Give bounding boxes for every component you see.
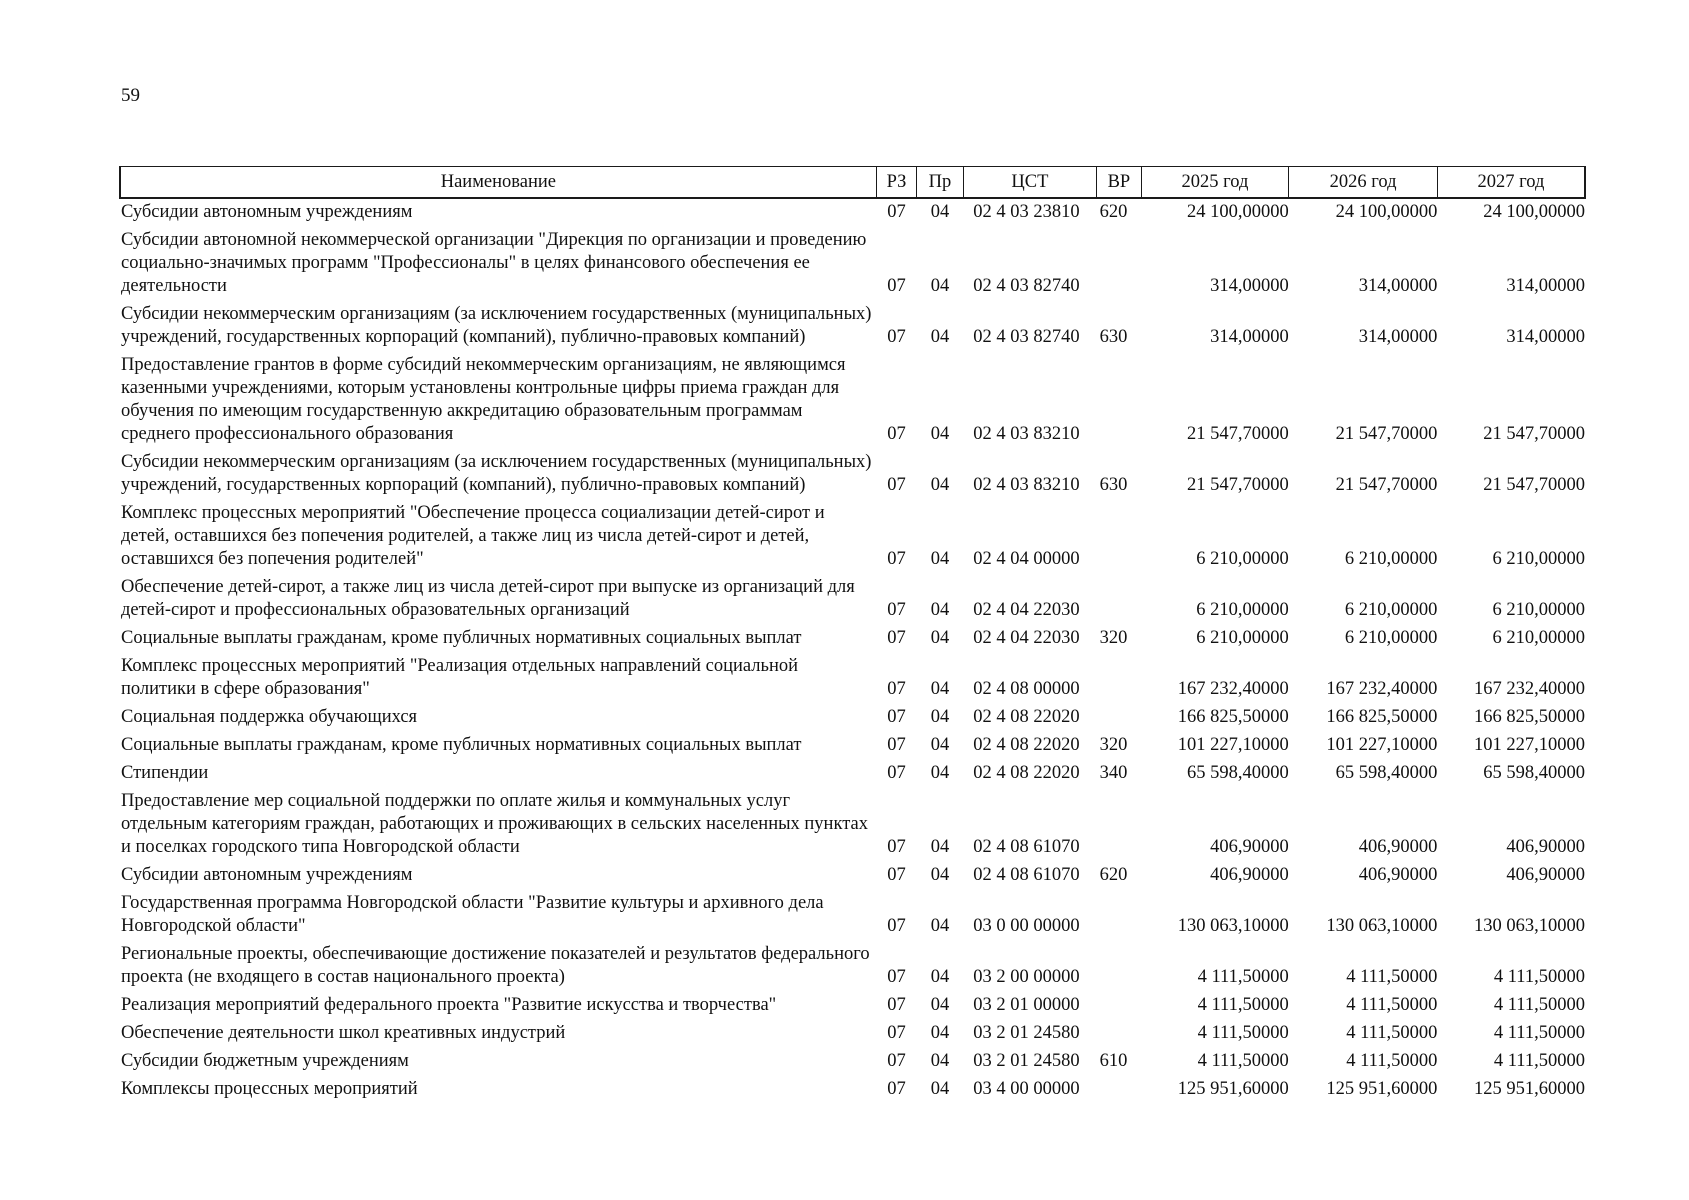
cell-2025: 6 210,00000	[1196, 549, 1289, 569]
cell-vr	[1097, 352, 1141, 449]
cell-2027: 21 547,70000	[1483, 475, 1585, 495]
cell-2025: 167 232,40000	[1177, 679, 1289, 699]
cell-vr: 620	[1099, 865, 1128, 885]
cell-2025: 21 547,70000	[1186, 424, 1289, 444]
cell-name: Государственная программа Новгородской области "Развитие культуры и архивного дела Новгородской области"	[121, 893, 824, 936]
table-row	[120, 760, 1585, 788]
cell-name: Субсидии бюджетным учреждениям	[121, 1051, 409, 1071]
cell-2026: 314,00000	[1358, 327, 1438, 347]
cell-vr	[1097, 500, 1141, 574]
cell-rz: 07	[887, 865, 906, 885]
cell-2026: 167 232,40000	[1326, 679, 1438, 699]
cell-name: Предоставление мер социальной поддержки по оплате жилья и коммунальных услуг отдельным категориям граждан, работающих и проживающих в сельских населенных пунктах и поселках городского типа Новгородской области	[121, 791, 868, 857]
cell-2025: 4 111,50000	[1197, 995, 1289, 1015]
header-pr: Пр	[917, 167, 964, 199]
cell-cst: 03 0 00 00000	[973, 916, 1080, 936]
cell-rz: 07	[887, 424, 906, 444]
cell-cst: 02 4 08 61070	[973, 837, 1080, 857]
cell-2027: 6 210,00000	[1492, 549, 1585, 569]
cell-2025: 4 111,50000	[1197, 1051, 1289, 1071]
table-row	[120, 732, 1585, 760]
cell-vr: 610	[1099, 1051, 1128, 1071]
cell-2026: 24 100,00000	[1335, 202, 1438, 222]
cell-pr: 04	[930, 916, 950, 936]
cell-rz: 07	[887, 549, 906, 569]
cell-2027: 101 227,10000	[1474, 735, 1585, 755]
cell-2027: 21 547,70000	[1483, 424, 1585, 444]
cell-cst: 03 2 01 00000	[973, 995, 1080, 1015]
cell-rz: 07	[887, 707, 906, 727]
cell-2027: 6 210,00000	[1492, 628, 1585, 648]
table-row	[120, 574, 1585, 625]
cell-rz: 07	[887, 837, 906, 857]
cell-rz: 07	[887, 967, 906, 987]
table-row	[120, 227, 1585, 301]
cell-cst: 02 4 03 82740	[973, 276, 1080, 296]
cell-2026: 4 111,50000	[1346, 1051, 1438, 1071]
table-header	[120, 167, 1585, 199]
cell-cst: 02 4 03 82740	[973, 327, 1080, 347]
table-row	[120, 198, 1585, 227]
cell-name: Региональные проекты, обеспечивающие достижение показателей и результатов федерального проекта (не входящего в состав национального проекта)	[121, 944, 870, 987]
cell-vr: 320	[1099, 628, 1128, 648]
cell-cst: 03 2 01 24580	[973, 1051, 1080, 1071]
table-row	[120, 862, 1585, 890]
cell-vr: 630	[1099, 475, 1128, 495]
cell-name: Комплекс процессных мероприятий "Обеспечение процесса социализации детей-сирот и детей, оставшихся без попечения родителей, а также лиц из числа детей-сирот и детей, оставшихся без попечения родителей"	[121, 503, 825, 569]
cell-name: Комплексы процессных мероприятий	[121, 1079, 418, 1099]
cell-cst: 02 4 03 83210	[973, 424, 1080, 444]
cell-cst: 02 4 04 00000	[973, 549, 1080, 569]
cell-rz: 07	[887, 276, 906, 296]
cell-2025: 406,90000	[1210, 837, 1289, 857]
cell-2025: 314,00000	[1210, 276, 1289, 296]
cell-2026: 21 547,70000	[1335, 424, 1438, 444]
cell-vr	[1097, 890, 1141, 941]
cell-pr: 04	[930, 1023, 950, 1043]
cell-name: Стипендии	[121, 763, 209, 783]
cell-2025: 4 111,50000	[1197, 967, 1289, 987]
table-row	[120, 1076, 1585, 1104]
cell-2027: 65 598,40000	[1483, 763, 1585, 783]
cell-2025: 101 227,10000	[1177, 735, 1289, 755]
cell-2027: 166 825,50000	[1474, 707, 1585, 727]
table-row	[120, 301, 1585, 352]
cell-name: Социальные выплаты гражданам, кроме публичных нормативных социальных выплат	[121, 735, 802, 755]
cell-pr: 04	[930, 628, 950, 648]
table-row	[120, 352, 1585, 449]
table-row	[120, 449, 1585, 500]
cell-2025: 314,00000	[1210, 327, 1289, 347]
cell-name: Субсидии автономным учреждениям	[121, 202, 413, 222]
cell-vr	[1097, 992, 1141, 1020]
cell-pr: 04	[930, 995, 950, 1015]
cell-2025: 65 598,40000	[1186, 763, 1289, 783]
cell-name: Реализация мероприятий федерального проекта "Развитие искусства и творчества"	[121, 995, 777, 1015]
cell-vr: 630	[1099, 327, 1128, 347]
cell-name: Предоставление грантов в форме субсидий некоммерческим организациям, не являющимся казенными учреждениями, которым установлены контрольные цифры приема граждан для обучения по имеющим государственную аккредитацию образовательным программам среднего профессионального образования	[121, 355, 846, 444]
cell-2026: 4 111,50000	[1346, 995, 1438, 1015]
cell-2026: 21 547,70000	[1335, 475, 1438, 495]
cell-pr: 04	[930, 276, 950, 296]
cell-2026: 125 951,60000	[1326, 1079, 1438, 1099]
cell-name: Обеспечение детей-сирот, а также лиц из числа детей-сирот при выпуске из организаций для детей-сирот и профессиональных образовательных организаций	[121, 577, 855, 620]
cell-cst: 02 4 04 22030	[973, 600, 1080, 620]
cell-name: Комплекс процессных мероприятий "Реализация отдельных направлений социальной политики в сфере образования"	[121, 656, 799, 699]
cell-pr: 04	[930, 327, 950, 347]
cell-cst: 02 4 03 83210	[973, 475, 1080, 495]
cell-cst: 02 4 08 22020	[973, 735, 1080, 755]
cell-2025: 21 547,70000	[1186, 475, 1289, 495]
cell-rz: 07	[887, 1051, 906, 1071]
cell-pr: 04	[930, 865, 950, 885]
cell-vr	[1097, 653, 1141, 704]
cell-2027: 130 063,10000	[1474, 916, 1585, 936]
cell-name: Социальные выплаты гражданам, кроме публичных нормативных социальных выплат	[121, 628, 802, 648]
cell-rz: 07	[887, 475, 906, 495]
cell-pr: 04	[930, 424, 950, 444]
cell-vr: 320	[1099, 735, 1128, 755]
cell-rz: 07	[887, 763, 906, 783]
cell-2025: 24 100,00000	[1186, 202, 1289, 222]
cell-pr: 04	[930, 1051, 950, 1071]
cell-2026: 101 227,10000	[1326, 735, 1438, 755]
cell-2026: 6 210,00000	[1344, 600, 1438, 620]
cell-cst: 02 4 08 22020	[973, 707, 1080, 727]
cell-2026: 4 111,50000	[1346, 967, 1438, 987]
cell-cst: 03 2 00 00000	[973, 967, 1080, 987]
cell-rz: 07	[887, 202, 906, 222]
page-number: 59	[121, 85, 140, 106]
cell-vr	[1097, 1020, 1141, 1048]
cell-2025: 130 063,10000	[1177, 916, 1289, 936]
cell-2026: 406,90000	[1358, 837, 1438, 857]
cell-rz: 07	[887, 735, 906, 755]
cell-name: Субсидии автономным учреждениям	[121, 865, 413, 885]
cell-2026: 6 210,00000	[1344, 549, 1438, 569]
cell-2026: 6 210,00000	[1344, 628, 1438, 648]
cell-pr: 04	[930, 202, 950, 222]
cell-2025: 125 951,60000	[1177, 1079, 1289, 1099]
header-2025: 2025 год	[1141, 167, 1289, 199]
cell-vr	[1097, 788, 1141, 862]
header-name: Наименование	[120, 167, 876, 199]
table-row	[120, 1048, 1585, 1076]
cell-name: Субсидии автономной некоммерческой организации "Дирекция по организации и проведению социально-значимых программ "Профессионалы" в целях финансового обеспечения ее деятельности	[121, 230, 867, 296]
table-row	[120, 890, 1585, 941]
cell-pr: 04	[930, 735, 950, 755]
cell-pr: 04	[930, 549, 950, 569]
cell-cst: 02 4 03 23810	[973, 202, 1080, 222]
cell-2025: 166 825,50000	[1177, 707, 1289, 727]
cell-cst: 03 4 00 00000	[973, 1079, 1080, 1099]
cell-2027: 4 111,50000	[1493, 995, 1585, 1015]
cell-rz: 07	[887, 327, 906, 347]
cell-2027: 4 111,50000	[1493, 967, 1585, 987]
cell-2025: 6 210,00000	[1196, 600, 1289, 620]
cell-2027: 4 111,50000	[1493, 1051, 1585, 1071]
cell-rz: 07	[887, 916, 906, 936]
cell-pr: 04	[930, 763, 950, 783]
cell-rz: 07	[887, 995, 906, 1015]
cell-2027: 125 951,60000	[1474, 1079, 1585, 1099]
table-body	[120, 198, 1585, 1104]
cell-vr	[1097, 941, 1141, 992]
cell-cst: 02 4 08 61070	[973, 865, 1080, 885]
header-vr: ВР	[1097, 167, 1141, 199]
budget-table	[119, 166, 1586, 1104]
cell-rz: 07	[887, 1079, 906, 1099]
table-row	[120, 788, 1585, 862]
cell-pr: 04	[930, 679, 950, 699]
cell-vr: 620	[1099, 202, 1128, 222]
table-row	[120, 704, 1585, 732]
cell-2027: 24 100,00000	[1483, 202, 1585, 222]
header-rz: РЗ	[876, 167, 916, 199]
table-row	[120, 1020, 1585, 1048]
cell-cst: 02 4 04 22030	[973, 628, 1080, 648]
cell-pr: 04	[930, 1079, 950, 1099]
cell-2026: 166 825,50000	[1326, 707, 1438, 727]
cell-2027: 6 210,00000	[1492, 600, 1585, 620]
cell-2026: 130 063,10000	[1326, 916, 1438, 936]
cell-2025: 406,90000	[1210, 865, 1289, 885]
table-row	[120, 500, 1585, 574]
cell-cst: 02 4 08 22020	[973, 763, 1080, 783]
cell-2026: 65 598,40000	[1335, 763, 1438, 783]
cell-2025: 6 210,00000	[1196, 628, 1289, 648]
cell-rz: 07	[887, 1023, 906, 1043]
header-2026: 2026 год	[1289, 167, 1438, 199]
cell-vr	[1097, 1076, 1141, 1104]
cell-vr	[1097, 227, 1141, 301]
cell-name: Социальная поддержка обучающихся	[121, 707, 418, 727]
table-row	[120, 625, 1585, 653]
cell-2026: 314,00000	[1358, 276, 1438, 296]
cell-rz: 07	[887, 628, 906, 648]
cell-2026: 4 111,50000	[1346, 1023, 1438, 1043]
cell-2027: 406,90000	[1506, 837, 1585, 857]
cell-vr	[1097, 704, 1141, 732]
header-cst: ЦСТ	[963, 167, 1096, 199]
cell-rz: 07	[887, 679, 906, 699]
cell-pr: 04	[930, 475, 950, 495]
cell-pr: 04	[930, 600, 950, 620]
cell-vr: 340	[1099, 763, 1128, 783]
cell-2027: 314,00000	[1506, 327, 1585, 347]
cell-2027: 167 232,40000	[1474, 679, 1585, 699]
cell-rz: 07	[887, 600, 906, 620]
cell-2025: 4 111,50000	[1197, 1023, 1289, 1043]
table-row	[120, 992, 1585, 1020]
cell-name: Субсидии некоммерческим организациям (за исключением государственных (муниципальных) учреждений, государственных корпораций (компаний), публично-правовых компаний)	[121, 304, 872, 347]
cell-name: Субсидии некоммерческим организациям (за исключением государственных (муниципальных) учреждений, государственных корпораций (компаний), публично-правовых компаний)	[121, 452, 872, 495]
table-row	[120, 653, 1585, 704]
cell-name: Обеспечение деятельности школ креативных индустрий	[121, 1023, 566, 1043]
cell-pr: 04	[930, 967, 950, 987]
header-2027: 2027 год	[1437, 167, 1585, 199]
cell-2027: 4 111,50000	[1493, 1023, 1585, 1043]
table-row	[120, 941, 1585, 992]
cell-2027: 406,90000	[1506, 865, 1585, 885]
cell-cst: 02 4 08 00000	[973, 679, 1080, 699]
cell-pr: 04	[930, 837, 950, 857]
cell-cst: 03 2 01 24580	[973, 1023, 1080, 1043]
header-row	[120, 167, 1585, 199]
cell-vr	[1097, 574, 1141, 625]
cell-2026: 406,90000	[1358, 865, 1438, 885]
cell-2027: 314,00000	[1506, 276, 1585, 296]
cell-pr: 04	[930, 707, 950, 727]
